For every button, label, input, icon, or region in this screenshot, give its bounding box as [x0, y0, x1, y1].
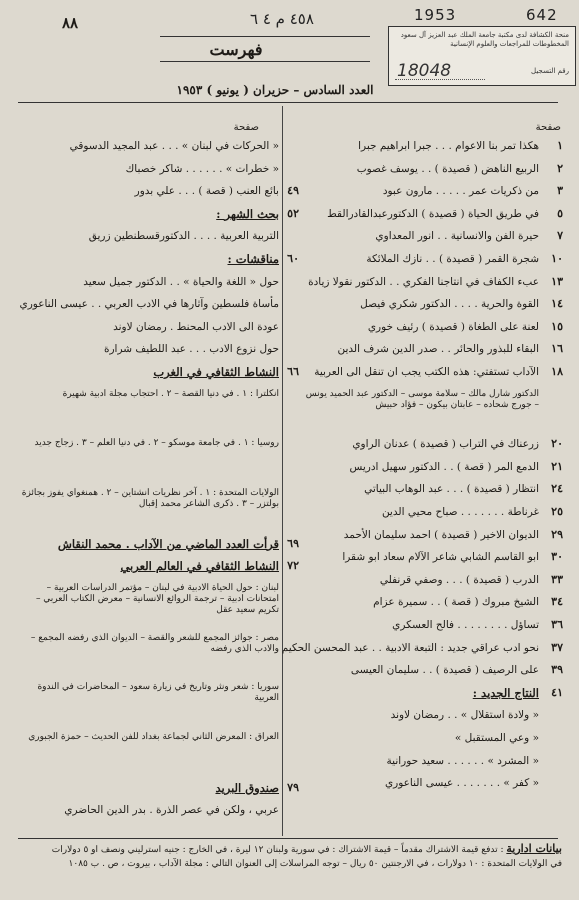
- toc-page-number: ٦٩: [287, 536, 299, 550]
- toc-entry: [15, 633, 279, 683]
- toc-entry: [15, 583, 279, 633]
- toc-title: « خطرات » . . . . . . شاكر خصباك: [125, 162, 279, 175]
- page-title: فهرست: [209, 40, 263, 59]
- footer-line-1: : تدفع قيمة الاشتراك مقدماً – قيمة الاشتراك : في سورية ولبنان ١٢ ليرة ، في الخارج : جنيه استرليني ونصف او ٥ دولارات: [51, 845, 504, 855]
- toc-entry: [303, 389, 565, 439]
- toc-page-number: ٢٩: [551, 527, 563, 541]
- toc-section-heading: النشاط الثقافي في الغرب: [153, 364, 279, 379]
- toc-section-heading: النشاط الثقافي في العالم العربي: [120, 559, 279, 574]
- toc-title: روسيا : ١ . في جامعة موسكو – ٢ . في دنيا العلم – ٣ . زجاج جديد: [34, 438, 279, 449]
- toc-entry: [281, 640, 565, 665]
- toc-page-number: ٤٩: [287, 184, 299, 198]
- toc-title: البقاء للبذور والحائر . . صدر الدين شرف الدين: [337, 343, 539, 356]
- toc-entry: [303, 709, 565, 732]
- toc-title: من ذكريات عمر . . . . . مارون عبود: [382, 185, 539, 198]
- toc-page-number: ٧: [557, 229, 563, 243]
- toc-entry: [15, 251, 299, 276]
- toc-page-number: ٣٧: [551, 640, 563, 654]
- toc-title: الدرب ( قصيدة ) . . . وصفي قرنفلي: [379, 573, 539, 586]
- toc-title: انتظار ( قصيدة ) . . . عبد الوهاب البياتي: [364, 483, 539, 496]
- toc-entry: [15, 343, 279, 366]
- toc-entry: [303, 185, 565, 208]
- toc-title: « وعي المستقبل »: [454, 731, 539, 744]
- toc-title: « المشرد » . . . . . . سعيد حورانية: [386, 754, 539, 767]
- toc-title: عربي ، ولكن في عصر الذرة . بدر الدين الحاضري: [64, 804, 279, 817]
- toc-title: الدمع المر ( قصة ) . . الدكتور سهيل ادريس: [349, 460, 539, 473]
- toc-title: القوة والحرية . . . . الدكتور شكري فيصل: [360, 298, 539, 311]
- toc-entry: [15, 438, 279, 488]
- toc-section-heading: قرأت العدد الماضي من الآداب . محمد النقاش: [57, 536, 279, 551]
- toc-page-number: ٣٩: [551, 663, 563, 677]
- toc-title: الربيع الناهض ( قصيدة ) . . يوسف غصوب: [356, 162, 539, 175]
- toc-entry: [303, 687, 565, 710]
- toc-title: الآداب تستفتي: هذه الكتب يجب ان تنقل الى العربية: [314, 365, 539, 378]
- toc-entry: [15, 321, 279, 344]
- toc-page-number: ٣: [557, 184, 563, 198]
- toc-page-number: ٧٩: [287, 780, 299, 794]
- toc-page-number: ١٨: [551, 364, 563, 378]
- toc-page-number: ٢٥: [551, 505, 563, 519]
- toc-title: « كفر » . . . . . . . عيسى الناعوري: [384, 777, 539, 790]
- toc-title: بائع العنب ( قصة ) . . . علي بدور: [134, 185, 279, 198]
- toc-entry: [303, 163, 565, 186]
- toc-entry: [303, 777, 565, 800]
- toc-page-number: ٣٣: [551, 572, 563, 586]
- library-stamp: [388, 26, 576, 86]
- toc-page-number: ١٥: [551, 319, 563, 333]
- toc-page-number: ٥٢: [287, 206, 299, 220]
- stamp-number: 18048: [397, 61, 452, 81]
- toc-title: عبء الكفاف في انتاجنا الفكري . . الدكتور نقولا زيادة: [308, 275, 539, 288]
- toc-title: سوريا : شعر ونثر وتاريخ في زيارة سعود – المحاضرات في الندوة العربية: [37, 682, 279, 704]
- toc-page-number: ٤١: [551, 685, 563, 699]
- toc-title: مأساة فلسطين وآثارها في الادب العربي . . عيسى الناعوري: [19, 298, 279, 311]
- handwritten-code: 642: [526, 6, 558, 24]
- toc-entry: [303, 321, 565, 344]
- toc-title: الديوان الاخير ( قصيدة ) احمد سليمان الأحمد: [343, 528, 539, 541]
- footer-heading: بيانات ادارية: [506, 842, 562, 855]
- toc-title: حول نزوع الادب . . . عبد اللطيف شرارة: [103, 343, 279, 356]
- toc-entry: [303, 140, 565, 163]
- handwritten-ref: ٤٥٨ م ٤ ٦: [250, 10, 314, 28]
- toc-entry: [15, 488, 279, 538]
- footer-line-2: في الولايات المتحدة : ١٠ دولارات ، في الارجنتين ٥٠ ريال – توجه المراسلات إلى العنوان التالي : مجلة الآداب ، بيروت ، ص . ب ١٠٨٥: [68, 859, 562, 869]
- toc-entry: [303, 366, 565, 389]
- toc-entry: [303, 253, 565, 276]
- stamp-header: منحة الكشافة لدى مكتبة جامعة الملك عبد العزيز آل سعود المخطوطات للمراجعات والعلوم الإنسانية: [400, 31, 569, 48]
- toc-entry: [15, 276, 279, 299]
- toc-entry: [15, 140, 279, 163]
- title-rule-top: [160, 36, 370, 37]
- toc-entry: [303, 230, 565, 253]
- toc-title: الولايات المتحدة : ١ . آخر نظريات انشتاين – ٢ . همنغواي يفوز بجائزة بولتزر – ٣ . ذكرى الشاعر محمد إقبال: [21, 487, 279, 509]
- column-divider: [282, 106, 283, 836]
- toc-page-number: ١: [557, 139, 563, 152]
- toc-entry: [303, 506, 565, 529]
- toc-title: الشيخ مبروك ( قصة ) . . سميرة عزام: [373, 596, 539, 609]
- toc-title: نحو ادب عراقي جديد : التبعة الادبية . . عبد المحسن الحكيم: [281, 641, 539, 654]
- toc-title: غرناطة . . . . . . . صباح محيي الدين: [381, 506, 539, 519]
- toc-title: الدكتور شارل مالك – سلامة موسى – الدكتور عبد الحميد يونس – جورج شحاده – عابتان بيكون – فؤاد حبيش: [305, 388, 539, 410]
- page-number: ٨٨: [62, 14, 79, 32]
- toc-page-number: ٢: [557, 161, 563, 175]
- toc-title: انكلترا : ١ . في دنيا القصة – ٢ . احتجاب مجلة ادبية شهيرة: [62, 388, 279, 399]
- toc-entry: [15, 163, 279, 186]
- left-col-header: صفحة: [233, 122, 259, 133]
- toc-page-number: ٣٤: [551, 595, 563, 609]
- toc-entry: [303, 343, 565, 366]
- toc-section-heading: مناقشات :: [227, 251, 279, 266]
- toc-title: هكذا تمر بنا الاعوام . . . جبرا ابراهيم جبرا: [358, 140, 539, 152]
- toc-page-number: ٢٤: [551, 482, 563, 496]
- toc-title: العراق : المعرض الثاني لجماعة بغداد للفن الحديث – حمزة الجبوري: [28, 732, 279, 743]
- toc-entry: [15, 389, 279, 439]
- toc-section-heading: صندوق البريد: [215, 780, 279, 795]
- toc-title: « الحركات في لبنان » . . . عبد المجيد الدسوقي: [69, 140, 279, 152]
- toc-page-number: ٥: [557, 206, 563, 220]
- toc-entry: [15, 732, 279, 782]
- toc-page-number: ١٤: [551, 297, 563, 311]
- toc-left-column: [15, 140, 299, 827]
- toc-page-number: ٢١: [551, 459, 563, 473]
- toc-entry: [303, 208, 565, 231]
- toc-page-number: ٧٢: [287, 559, 299, 573]
- toc-section-heading: النتاج الجديد :: [472, 685, 539, 700]
- toc-entry: [15, 206, 299, 231]
- toc-title: مصر : جوائز المجمع للشعر والقصة – الديوان الذي رفضه المجمع – والادب الذي رفضه: [30, 632, 279, 654]
- toc-title: « ولادة استقلال » . . رمضان لاوند: [390, 709, 539, 722]
- toc-entry: [303, 438, 565, 461]
- toc-entry: [303, 574, 565, 597]
- toc-title: لعنة على الطغاة ( قصيدة ) رئيف خوري: [367, 320, 539, 333]
- toc-title: في طريق الحياة ( قصيدة ) الدكتورعبدالقادرالقط: [327, 207, 539, 220]
- admin-footer: [14, 842, 562, 871]
- toc-page-number: ٦٠: [287, 251, 299, 265]
- toc-entry: [15, 298, 279, 321]
- toc-page-number: ١٣: [551, 274, 563, 288]
- toc-entry: [15, 230, 279, 253]
- toc-page-number: ١٦: [551, 342, 563, 356]
- toc-title: التربية العربية . . . . الدكتورقسطنطين زريق: [88, 230, 279, 243]
- toc-entry: [15, 184, 299, 208]
- toc-entry: [303, 755, 565, 778]
- stamp-dotted-line: [395, 79, 485, 80]
- toc-entry: [303, 664, 565, 687]
- toc-entry: [15, 364, 299, 389]
- toc-entry: [15, 682, 279, 732]
- toc-title: عودة الى الادب المحنط . رمضان لاوند: [113, 320, 279, 333]
- footer-rule: [18, 838, 558, 839]
- handwritten-year: 1953: [414, 6, 457, 24]
- toc-entry: [303, 461, 565, 484]
- toc-page-number: ٦٦: [287, 364, 299, 378]
- toc-title: حول « اللغة والحياة » . . الدكتور جميل سعيد: [83, 275, 279, 288]
- toc-entry: [15, 780, 299, 805]
- toc-entry: [303, 596, 565, 619]
- issue-heading: العدد السادس – حزيران ( يونيو ) ١٩٥٣: [176, 83, 374, 97]
- toc-entry: [303, 529, 565, 552]
- toc-entry: [303, 276, 565, 299]
- toc-entry: [15, 536, 299, 561]
- toc-entry: [15, 559, 299, 583]
- toc-entry: [303, 732, 565, 755]
- toc-page-number: ٣٦: [551, 618, 563, 631]
- right-col-header: صفحة: [535, 122, 561, 133]
- toc-entry: [303, 483, 565, 506]
- toc-title: شجرة القمر ( قصيدة ) . . نازك الملائكة: [366, 252, 539, 265]
- toc-entry: [303, 619, 565, 642]
- toc-entry: [303, 551, 565, 574]
- toc-title: على الرصيف ( قصيدة ) . . سليمان العيسى: [350, 664, 539, 677]
- toc-title: لبنان : حول الحياة الادبية في لبنان – مؤتمر الدراسات العربية – امتحانات ادبية – ترجمة الروائع الانسانية – معرض الكتاب العربي – تكريم سعيد عقل: [35, 582, 279, 615]
- issue-rule: [18, 102, 558, 103]
- toc-page-number: ٣٠: [551, 550, 563, 564]
- stamp-label: رقم التسجيل: [531, 67, 569, 75]
- toc-entry: [303, 298, 565, 321]
- toc-page-number: ٢٠: [551, 437, 563, 451]
- title-rule-bottom: [160, 61, 370, 62]
- toc-title: زرعناك في التراب ( قصيدة ) عدنان الراوي: [352, 438, 539, 451]
- toc-title: حيرة الفن والانسانية . . انور المعداوي: [375, 230, 539, 243]
- toc-title: تساؤل . . . . . . . . فالح العسكري: [392, 619, 539, 631]
- toc-page-number: ١٠: [551, 251, 563, 265]
- toc-section-heading: بحث الشهر :: [216, 206, 279, 221]
- toc-entry: [15, 804, 279, 827]
- toc-title: ابو القاسم الشابي شاعر الآلام سعاد ابو شقرا: [342, 551, 539, 564]
